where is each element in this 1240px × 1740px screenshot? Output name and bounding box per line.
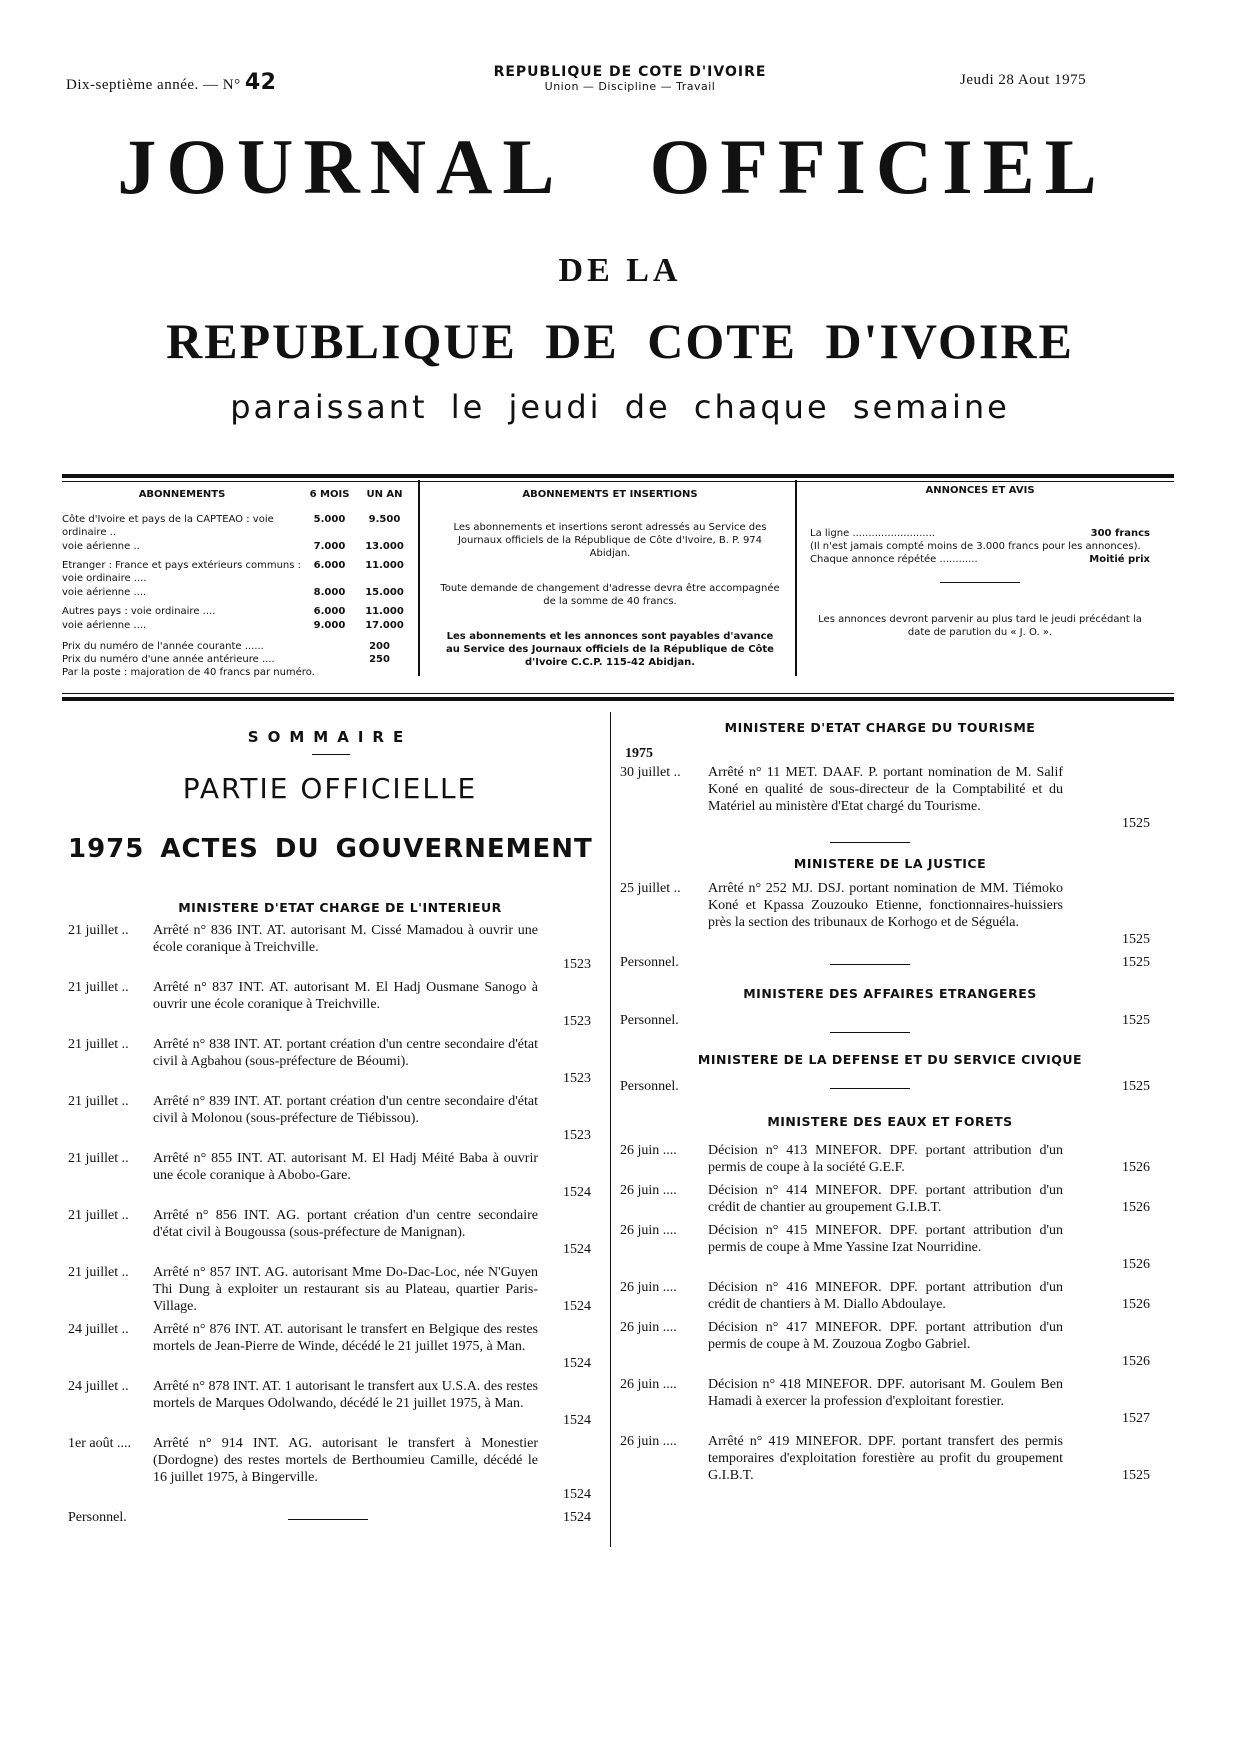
entry-date: 24 juillet .. [68,1379,129,1394]
journal-republic: REPUBLIQUE DE COTE D'IVOIRE [166,313,1074,369]
abonnements-box [62,488,412,679]
entry-text: Arrêté n° 838 INT. AT. portant création d'un centre secondaire d'état civil à Agbahou (sous-préfecture de Béoumi). [153,1037,538,1069]
insertions-p1: Les abonnements et insertions seront adressés au Service des Journaux officiels de la République de Côte d'Ivoire, B. P. 974 Abidjan. [453,522,767,559]
box-top-rule-thin [62,481,1174,482]
defense-rule [830,1088,910,1089]
entry-date: 25 juillet .. [620,881,681,896]
entry-page: 1527 [1122,1411,1150,1426]
toc-entry [620,1142,1160,1176]
entry-page: 1526 [1122,1200,1150,1215]
issue-number: 42 [244,70,277,95]
annonces-divider [940,582,1020,583]
entry-page: 1524 [563,1413,591,1428]
defense-personnel: Personnel. [620,1079,679,1094]
box-bottom-rule [62,697,1174,701]
toc-entry [620,1222,1160,1273]
left-entries [68,922,603,1542]
insertions-box [440,488,780,669]
annonces-ligne-value: 300 francs [1090,528,1150,539]
abonnement-row [62,586,412,599]
entry-date: 26 juin .... [620,1434,677,1449]
prix-value: 200 [369,641,390,652]
box-bottom-rule-thin [62,693,1174,694]
abonnement-label: Côte d'Ivoire et pays de la CAPTEAO : voie ordinaire .. [62,514,274,538]
toc-entry [68,1321,603,1372]
annonces-heading: ANNONCES ET AVIS [925,485,1035,496]
ministry-eaux: MINISTERE DES EAUX ET FORETS [767,1114,1013,1129]
sommaire-heading: SOMMAIRE [247,728,413,746]
insertions-p2: Toute demande de changement d'adresse devra être accompagnée de la somme de 40 francs. [440,583,780,607]
entry-text: Arrêté n° 855 INT. AT. autorisant M. El Hadj Méité Baba à ouvrir une école coranique à Abobo-Gare. [153,1151,538,1183]
abonnements-prix [62,640,412,679]
tourisme-year: 1975 [625,746,653,761]
entry-date: 26 juin .... [620,1280,677,1295]
right-entries [620,764,1160,1544]
entry-date: 1er août .... [68,1436,131,1451]
insertions-p3: Les abonnements et les annonces sont payables d'avance au Service des Journaux officiels de la République de Côte d'Ivoire C.C.P. 115-42 Abidjan. [446,631,774,668]
insertions-heading: ABONNEMENTS ET INSERTIONS [522,489,698,500]
ministry-interieur: MINISTERE D'ETAT CHARGE DE L'INTERIEUR [178,900,502,915]
entry-page: 1525 [1122,1468,1150,1483]
abonnement-row [62,559,412,585]
defense-personnel-page: 1525 [1122,1079,1150,1094]
entry-text: Arrêté n° 836 INT. AT. autorisant M. Cissé Mamadou à ouvrir une école coranique à Treichville. [153,923,538,955]
entry-date: 26 juin .... [620,1223,677,1238]
entry-text: Arrêté n° 837 INT. AT. autorisant M. El Hadj Ousmane Sanogo à ouvrir une école coranique à Treichville. [153,980,538,1012]
toc-entry [68,1378,603,1429]
personnel-label: Personnel. [68,1510,127,1525]
prix-row [62,653,412,666]
abonnement-row [62,605,412,618]
entry-date: 30 juillet .. [620,765,681,780]
entry-text: Arrêté n° 856 INT. AG. portant création d'un centre secondaire d'état civil à Bougoussa (sous-préfecture de Manignan). [153,1208,538,1240]
entry-date: 21 juillet .. [68,1037,129,1052]
entry-date: 21 juillet .. [68,1265,129,1280]
abonnement-label: voie aérienne .... [62,620,147,631]
abonnement-row [62,513,412,539]
abonnement-6mois: 9.000 [313,620,346,631]
abonnement-label: Autres pays : voie ordinaire .... [62,606,216,617]
toc-entry [620,1376,1160,1427]
prix-row [62,640,412,653]
toc-entry [620,1279,1160,1313]
entry-date: 24 juillet .. [68,1322,129,1337]
abonnements-col-unan: UN AN [366,489,403,500]
entry-page: 1524 [563,1356,591,1371]
column-divider [610,712,611,1547]
toc-entry [68,1435,603,1503]
partie-officielle: PARTIE OFFICIELLE [182,772,478,805]
entry-date: 26 juin .... [620,1320,677,1335]
ministry-affaires: MINISTERE DES AFFAIRES ETRANGERES [743,986,1037,1001]
abonnement-6mois: 8.000 [313,587,346,598]
entry-page: 1523 [563,1014,591,1029]
toc-entry [68,922,603,973]
entry-text: Arrêté n° 878 INT. AT. 1 autorisant le transfert aux U.S.A. des restes mortels de Marques Odolwando, décédé le 21 juillet 1975, à Man. [153,1379,538,1411]
entry-page: 1526 [1122,1257,1150,1272]
justice-rule [830,964,910,965]
box-divider-2 [795,480,797,676]
abonnement-6mois: 6.000 [313,560,346,571]
entry-text: Arrêté n° 857 INT. AG. autorisant Mme Do-Dac-Loc, née N'Guyen Thi Dung à exploiter un restaurant sis au Plateau, quartier Paris-Village. [153,1265,538,1314]
journal-title: JOURNAL OFFICIEL [117,123,1107,210]
toc-entry [620,764,1160,832]
abonnement-label: voie aérienne .... [62,587,147,598]
justice-personnel: Personnel. [620,955,679,970]
toc-entry [68,979,603,1030]
sommaire-underline [312,754,350,755]
entry-date: 21 juillet .. [68,1151,129,1166]
abonnements-col-6mois: 6 MOIS [309,489,350,500]
abonnement-row [62,540,412,553]
ministry-tourisme: MINISTERE D'ETAT CHARGE DU TOURISME [724,720,1036,735]
abonnement-unan: 17.000 [365,620,404,631]
entry-date: 21 juillet .. [68,1094,129,1109]
abonnement-6mois: 7.000 [313,541,346,552]
entry-text: Arrêté n° 876 INT. AT. autorisant le transfert en Belgique des restes mortels de Jean-Pierre de Winde, décédé le 21 juillet 1975, à Man. [153,1322,538,1354]
affaires-rule [830,1032,910,1033]
entry-text: Décision n° 416 MINEFOR. DPF. portant attribution d'un crédit de chantiers à M. Diallo Abdoulaye. [708,1280,1063,1312]
toc-entry [620,1319,1160,1370]
abonnement-unan: 15.000 [365,587,404,598]
entry-page: 1524 [563,1299,591,1314]
entry-page: 1525 [1122,816,1150,831]
affaires-personnel-page: 1525 [1122,1013,1150,1028]
abonnements-rows [62,513,412,632]
issue-prefix: Dix-septième année. — N° [66,77,241,93]
affaires-personnel: Personnel. [620,1013,679,1028]
justice-personnel-page: 1525 [1122,955,1150,970]
abonnement-label: voie aérienne .. [62,541,140,552]
abonnement-unan: 9.500 [368,514,401,525]
entry-text: Arrêté n° 252 MJ. DSJ. portant nomination de MM. Tiémoko Koné et Kpassa Zouzouko Etienne, fonctionnaires-huissiers près la section des tribunaux de Korhogo et de Séguéla. [708,881,1063,930]
issue-label [66,70,277,95]
entry-page: 1525 [1122,932,1150,947]
toc-entry [620,1182,1160,1216]
toc-entry [68,1036,603,1087]
entry-text: Arrêté n° 914 INT. AG. autorisant le transfert à Monestier (Dordogne) des restes mortels de Berthoumieu Camille, décédé le 16 juillet 1975, à Bingerville. [153,1436,538,1485]
republic-header-name: REPUBLIQUE DE COTE D'IVOIRE [493,64,767,80]
abonnement-label: Etranger : France et pays extérieurs communs : voie ordinaire .... [62,560,301,584]
entry-text: Arrêté n° 419 MINEFOR. DPF. portant transfert des permis temporaires d'exploitation forestière au profit du groupement G.I.B.T. [708,1434,1063,1483]
abonnements-heading: ABONNEMENTS [138,489,226,500]
abonnement-row [62,619,412,632]
entry-page: 1524 [563,1242,591,1257]
entry-date: 26 juin .... [620,1183,677,1198]
entry-page: 1526 [1122,1160,1150,1175]
entry-date: 21 juillet .. [68,923,129,938]
actes-heading: 1975 ACTES DU GOUVERNEMENT [68,834,593,864]
republic-header [465,64,795,93]
annonces-ligne-note: (Il n'est jamais compté moins de 3.000 francs pour les annonces). [810,541,1141,552]
abonnement-unan: 13.000 [365,541,404,552]
entry-text: Décision n° 415 MINEFOR. DPF. portant attribution d'un permis de coupe à Mme Yassine Izat Nourridine. [708,1223,1063,1255]
abonnement-6mois: 5.000 [313,514,346,525]
entry-page: 1526 [1122,1354,1150,1369]
toc-entry [68,1093,603,1144]
toc-entry [68,1264,603,1315]
abonnement-unan: 11.000 [365,606,404,617]
journal-de-la: DE LA [558,252,682,289]
toc-entry [620,1433,1160,1484]
tourisme-rule [830,842,910,843]
entry-text: Décision n° 414 MINEFOR. DPF. portant attribution d'un crédit de chantier au groupement G.I.B.T. [708,1183,1063,1215]
entry-page: 1524 [563,1487,591,1502]
entry-text: Décision n° 417 MINEFOR. DPF. portant attribution d'un permis de coupe à M. Zouzoua Zogbo Gabriel. [708,1320,1063,1352]
annonces-p2: Les annonces devront parvenir au plus tard le jeudi précédant la date de parution du « J. O. ». [818,614,1142,638]
republic-motto: Union — Discipline — Travail [544,80,716,93]
personnel-page: 1524 [563,1510,591,1525]
annonces-repetee-value: Moitié prix [1089,554,1150,565]
abonnement-6mois: 6.000 [313,606,346,617]
prix-label: Prix du numéro de l'année courante ...... [62,641,264,652]
annonces-box [810,484,1150,639]
entry-text: Décision n° 413 MINEFOR. DPF. portant attribution d'un permis de coupe à la société G.E.F. [708,1143,1063,1175]
entry-text: Décision n° 418 MINEFOR. DPF. autorisant M. Goulem Ben Hamadi à exercer la profession d'exploitant forestier. [708,1377,1063,1409]
journal-tagline: paraissant le jeudi de chaque semaine [230,388,1010,426]
box-top-rule [62,474,1174,478]
entry-date: 26 juin .... [620,1143,677,1158]
personnel-rule [288,1519,368,1520]
annonces-repetee-label: Chaque annonce répétée ............ [810,554,978,565]
ministry-justice: MINISTERE DE LA JUSTICE [793,856,987,871]
toc-entry [68,1207,603,1258]
entry-page: 1523 [563,1128,591,1143]
entry-page: 1523 [563,1071,591,1086]
prix-value: 250 [369,654,390,665]
prix-label: Par la poste : majoration de 40 francs par numéro. [62,667,315,678]
entry-date: 21 juillet .. [68,980,129,995]
entry-date: 21 juillet .. [68,1208,129,1223]
entry-text: Arrêté n° 11 MET. DAAF. P. portant nomination de M. Salif Koné en qualité de sous-directeur de la Comptabilité et du Matériel au ministère d'Etat chargé du Tourisme. [708,765,1063,814]
entry-text: Arrêté n° 839 INT. AT. portant création d'un centre secondaire d'état civil à Molonou (sous-préfecture de Tiébissou). [153,1094,538,1126]
issue-date: Jeudi 28 Aout 1975 [960,72,1087,88]
entry-page: 1526 [1122,1297,1150,1312]
box-divider-1 [418,480,420,676]
ministry-defense: MINISTERE DE LA DEFENSE ET DU SERVICE CIVIQUE [697,1052,1083,1067]
abonnement-unan: 11.000 [365,560,404,571]
toc-entry [620,880,1160,948]
toc-entry [68,1150,603,1201]
prix-row [62,666,412,679]
entry-date: 26 juin .... [620,1377,677,1392]
annonces-ligne-label: La ligne .......................... [810,528,936,539]
entry-page: 1523 [563,957,591,972]
entry-page: 1524 [563,1185,591,1200]
prix-label: Prix du numéro d'une année antérieure .... [62,654,275,665]
